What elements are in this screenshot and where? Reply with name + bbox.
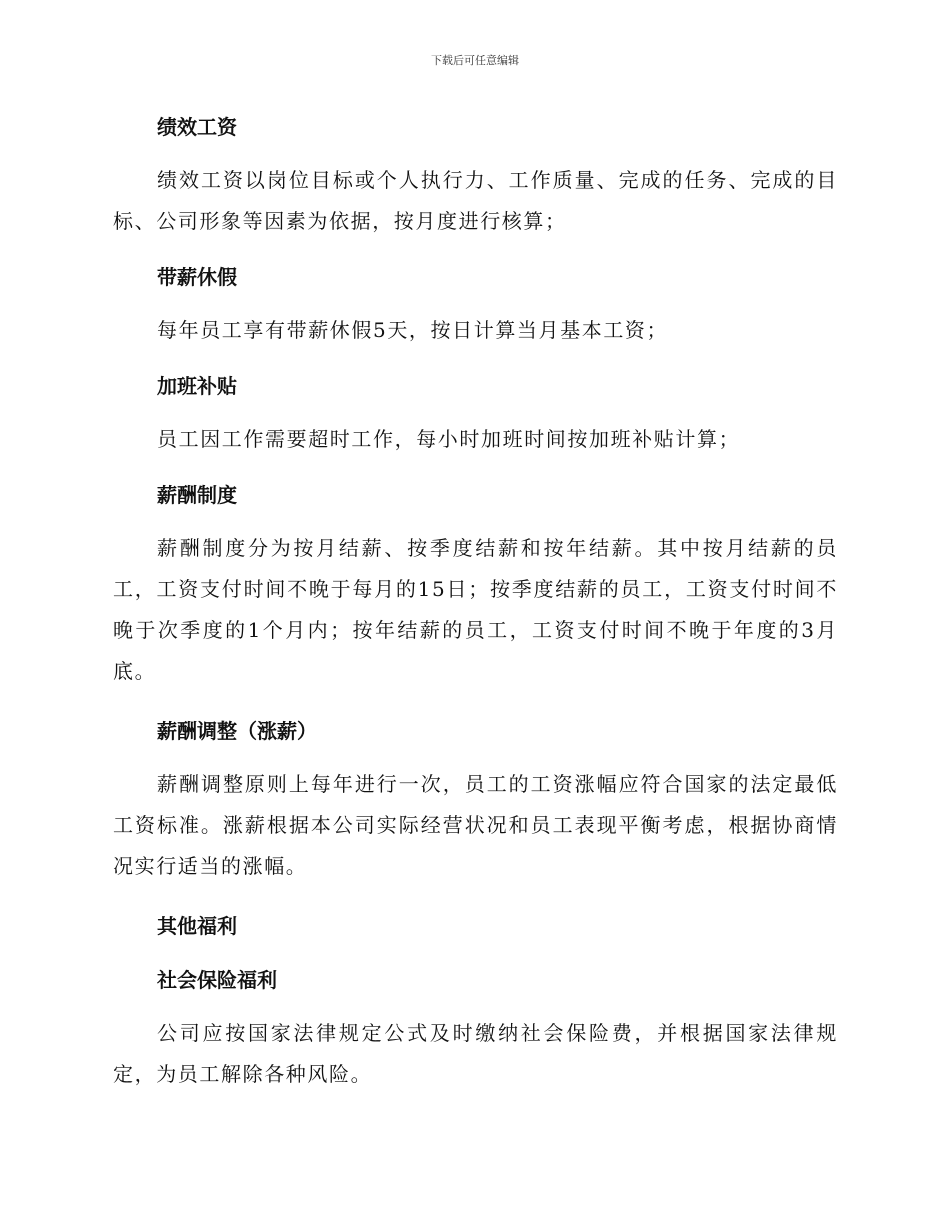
section-heading-performance-pay: 绩效工资: [157, 115, 237, 139]
section-heading-social-insurance: 社会保险福利: [157, 968, 277, 992]
section-paragraph-salary-system: 薪酬制度分为按月结薪、按季度结薪和按年结薪。其中按月结薪的员工，工资支付时间不晚于每月的15日；按季度结薪的员工，工资支付时间不晚于次季度的1个月内；按年结薪的员工，工资支付时间不晚于年度的3月底。: [113, 536, 838, 683]
section-paragraph-salary-adjustment: 薪酬调整原则上每年进行一次，员工的工资涨幅应符合国家的法定最低工资标准。涨薪根据本公司实际经营状况和员工表现平衡考虑，根据协商情况实行适当的涨幅。: [113, 772, 838, 878]
document-body: [113, 108, 838, 1095]
page-header-note: 下载后可任意编辑: [431, 54, 519, 67]
section-paragraph-social-insurance: 公司应按国家法律规定公式及时缴纳社会保险费，并根据国家法律规定，为员工解除各种风险。: [113, 1021, 838, 1086]
section-heading-overtime-subsidy: 加班补贴: [157, 374, 237, 398]
section-heading-salary-adjustment: 薪酬调整（涨薪）: [157, 719, 317, 743]
section-paragraph-paid-leave: 每年员工享有带薪休假5天，按日计算当月基本工资；: [157, 318, 669, 342]
section-paragraph-overtime-subsidy: 员工因工作需要超时工作，每小时加班时间按加班补贴计算；: [157, 427, 741, 451]
section-paragraph-performance-pay: 绩效工资以岗位目标或个人执行力、工作质量、完成的任务、完成的目标、公司形象等因素为依据，按月度进行核算；: [113, 168, 838, 233]
section-heading-other-benefits: 其他福利: [157, 914, 237, 938]
section-heading-paid-leave: 带薪休假: [157, 265, 237, 289]
section-heading-salary-system: 薪酬制度: [157, 483, 237, 507]
